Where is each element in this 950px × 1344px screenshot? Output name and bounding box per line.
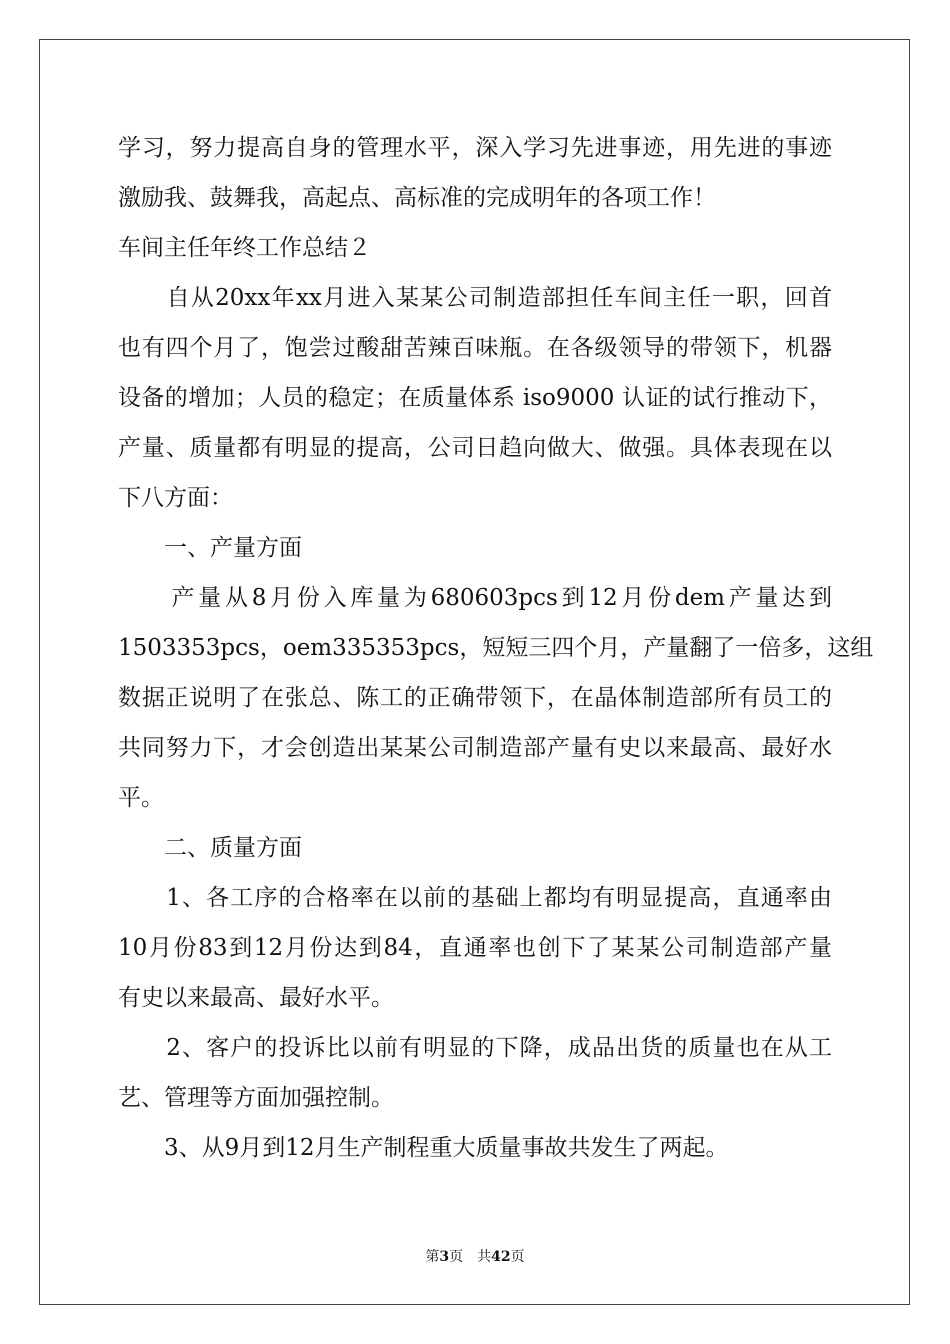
- page-footer: [0, 1248, 950, 1266]
- subsection-heading: 一、产量方面: [118, 535, 302, 561]
- paragraph-line: 3、从9月到12月生产制程重大质量事故共发生了两起。: [118, 1135, 729, 1161]
- paragraph-line: 有史以来最高、最好水平。: [118, 985, 394, 1011]
- footer-prefix: 第: [425, 1249, 440, 1265]
- paragraph-line: 艺、管理等方面加强控制。: [118, 1085, 394, 1111]
- paragraph-line: 10月份83到12月份达到84，直通率也创下了某某公司制造部产量: [118, 935, 832, 961]
- current-page-number: 3: [439, 1249, 450, 1265]
- paragraph-line: 学习，努力提高自身的管理水平，深入学习先进事迹，用先进的事迹: [118, 135, 832, 161]
- paragraph-line: 2、客户的投诉比以前有明显的下降，成品出货的质量也在从工: [118, 1035, 832, 1061]
- section-heading: 车间主任年终工作总结２: [118, 235, 371, 261]
- paragraph-line: 激励我、鼓舞我，高起点、高标准的完成明年的各项工作！: [118, 185, 716, 211]
- subsection-heading: 二、质量方面: [118, 835, 302, 861]
- footer-page-suffix: 页 共: [449, 1249, 492, 1265]
- paragraph-line: 共同努力下，才会创造出某某公司制造部产量有史以来最高、最好水: [118, 735, 832, 761]
- paragraph-line: 设备的增加；人员的稳定；在质量体系 iso9000 认证的试行推动下，: [118, 385, 832, 411]
- paragraph-line: 下八方面：: [118, 485, 233, 511]
- paragraph-line: 1、各工序的合格率在以前的基础上都均有明显提高，直通率由: [118, 885, 832, 911]
- page-border: [39, 39, 910, 1305]
- footer-suffix: 页: [510, 1249, 525, 1265]
- paragraph-line: 1503353pcs，oem335353pcs，短短三四个月，产量翻了一倍多，这组: [118, 635, 874, 661]
- paragraph-line: 也有四个月了，饱尝过酸甜苦辣百味瓶。在各级领导的带领下，机器: [118, 335, 832, 361]
- paragraph-line: 产量从8月份入库量为680603pcs到12月份dem产量达到: [118, 585, 832, 611]
- paragraph-line: 平。: [118, 785, 164, 811]
- paragraph-line: 产量、质量都有明显的提高，公司日趋向做大、做强。具体表现在以: [118, 435, 832, 461]
- total-pages-number: 42: [491, 1249, 511, 1265]
- paragraph-line: 数据正说明了在张总、陈工的正确带领下，在晶体制造部所有员工的: [118, 685, 832, 711]
- paragraph-line: 自从20xx年xx月进入某某公司制造部担任车间主任一职，回首: [118, 285, 832, 311]
